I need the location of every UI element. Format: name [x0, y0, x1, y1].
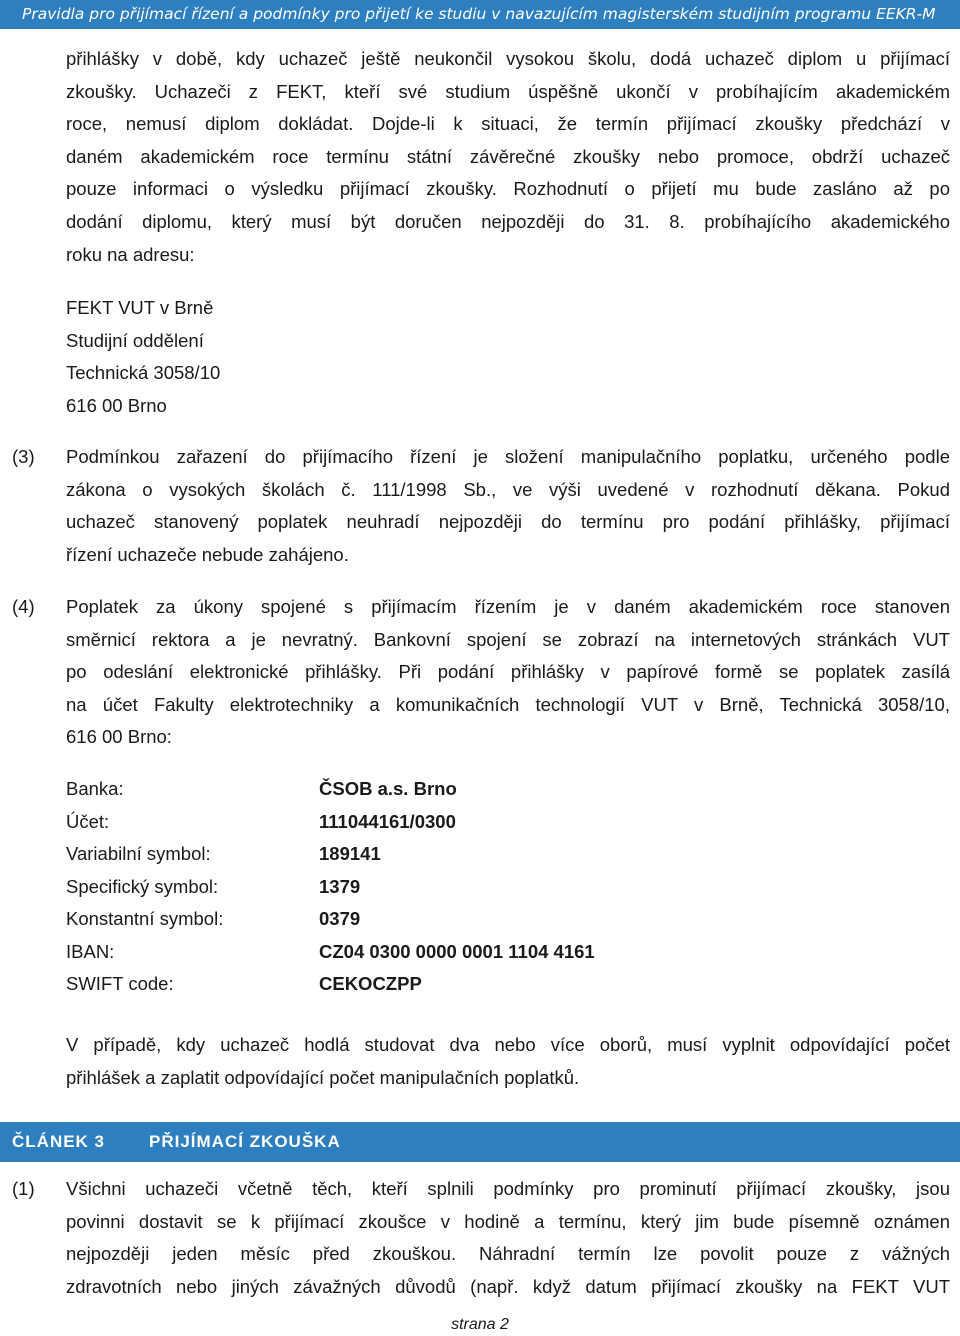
section-heading: [0, 1122, 960, 1162]
bank-value: 189141: [319, 843, 381, 864]
bank-label: SWIFT code:: [66, 973, 174, 994]
text-line: povinni dostavit se k přijímací zkoušce v hodině a termínu, který jim bude písemně oznámen: [66, 1210, 950, 1232]
bank-value: CEKOCZPP: [319, 973, 422, 994]
address-block: [66, 292, 220, 422]
item-4-paragraph: [66, 591, 950, 754]
text-line: přihlášky v době, kdy uchazeč ještě neukončil vysokou školu, dodá uchazeč diplom u přijímací: [66, 48, 950, 69]
text-line: roce, nemusí diplom dokládat. Dojde-li k situaci, že termín přijímací zkoušky předchází v: [66, 113, 950, 135]
address-line: Technická 3058/10: [66, 362, 221, 384]
text-line: zdravotních nebo jiných závažných důvodů (např. když datum přijímací zkoušky na FEKT VUT: [66, 1275, 950, 1297]
text-line: nejpozději jeden měsíc před zkouškou. Náhradní termín lze povolit pouze z vážných: [66, 1243, 950, 1265]
bank-row: [66, 806, 766, 839]
bank-label: IBAN:: [66, 941, 115, 962]
bank-label: Účet:: [66, 811, 110, 832]
address-line: FEKT VUT v Brně: [66, 297, 214, 318]
page-number: strana 2: [451, 1316, 509, 1333]
text-line: V případě, kdy uchazeč hodlá studovat dva nebo více oborů, musí vyplnit odpovídající počet: [66, 1034, 950, 1055]
intro-paragraph: [66, 43, 950, 271]
bank-row: [66, 936, 766, 969]
text-line: řízení uchazeče nebude zahájeno.: [66, 543, 349, 565]
text-line: na účet Fakulty elektrotechniky a komunikačních technologií VUT v Brně, Technická 3058/10,: [66, 693, 950, 715]
text-line: Všichni uchazeči včetně těch, kteří splnili podmínky pro prominutí přijímací zkoušky, jsou: [66, 1178, 950, 1199]
address-line: 616 00 Brno: [66, 394, 167, 416]
bank-row: [66, 838, 766, 871]
bank-value: 111044161/0300: [319, 811, 456, 832]
address-line: Studijní oddělení: [66, 329, 204, 351]
document-header: [0, 0, 960, 29]
bank-label: Konstantní symbol:: [66, 908, 224, 929]
text-line: 616 00 Brno:: [66, 726, 172, 748]
item-number: (1): [12, 1178, 35, 1199]
text-line: Podmínkou zařazení do přijímacího řízení je složení manipulačního poplatku, určeného podle: [66, 446, 950, 467]
bank-row: [66, 903, 766, 936]
section-number: ČLÁNEK 3: [12, 1132, 106, 1151]
section-title: PŘIJÍMACÍ ZKOUŠKA: [149, 1132, 341, 1151]
item-3-paragraph: [66, 441, 950, 571]
bank-row: [66, 968, 766, 1001]
text-line: uchazeč stanovený poplatek neuhradí nejpozději do termínu pro podání přihlášky, přijímací: [66, 511, 950, 533]
text-line: přihlášek a zaplatit odpovídající počet manipulačních poplatků.: [66, 1066, 580, 1088]
note-paragraph: [66, 1029, 950, 1094]
bank-row: [66, 773, 766, 806]
text-line: Poplatek za úkony spojené s přijímacím řízením je v daném akademickém roce stanoven: [66, 596, 950, 617]
article-3-item-1-paragraph: [66, 1173, 950, 1303]
header-title: Pravidla pro přijímací řízení a podmínky pro přijetí ke studiu v navazujícím magisterském studijním programu EEKR-M: [22, 5, 936, 23]
text-line: roku na adresu:: [66, 243, 195, 265]
text-line: zákona o vysokých školách č. 111/1998 Sb., ve výši uvedené v rozhodnutí děkana. Pokud: [66, 478, 950, 500]
bank-label: Variabilní symbol:: [66, 843, 211, 864]
text-line: zkoušky. Uchazeči z FEKT, kteří své studium úspěšně ukončí v probíhajícím akademickém: [66, 80, 950, 102]
text-line: dodání diplomu, který musí být doručen nejpozději do 31. 8. probíhajícího akademického: [66, 210, 950, 232]
text-line: pouze informaci o výsledku přijímací zkoušky. Rozhodnutí o přijetí mu bude zasláno až po: [66, 178, 950, 200]
bank-value: 1379: [319, 876, 361, 897]
text-line: daném akademickém roce termínu státní závěrečné zkoušky nebo promoce, obdrží uchazeč: [66, 145, 950, 167]
text-line: směrnicí rektora a je nevratný. Bankovní spojení se zobrazí na internetových stránkách VUT: [66, 628, 950, 650]
bank-value: CZ04 0300 0000 0001 1104 4161: [319, 941, 595, 962]
bank-value: ČSOB a.s. Brno: [319, 778, 457, 799]
bank-label: Banka:: [66, 778, 124, 799]
bank-value: 0379: [319, 908, 361, 929]
item-number: (3): [12, 446, 35, 467]
text-line: po odeslání elektronické přihlášky. Při podání přihlášky v papírové formě se poplatek zasílá: [66, 661, 950, 683]
bank-row: [66, 871, 766, 904]
bank-label: Specifický symbol:: [66, 876, 219, 897]
item-number: (4): [12, 596, 35, 617]
